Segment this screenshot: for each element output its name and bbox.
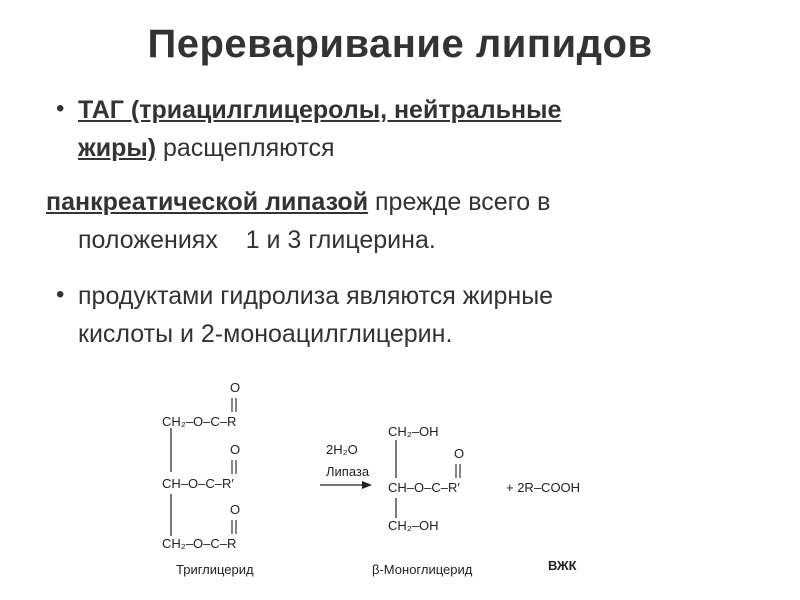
tg-row-1: CH₂–O–C–R [162,414,237,429]
paragraph-line1-rest: прежде всего в [368,188,551,216]
tg-row-2: CH–O–C–R′ [162,476,234,491]
bullet1-line2 [78,130,335,166]
tag-term: ТАГ (триацилглицеролы, нейтральные [78,96,562,124]
arrow-reagent: 2H₂O [326,442,358,457]
ffa-caption: ВЖК [548,558,577,573]
bullet1-line1 [78,92,561,128]
bullet2-line2: кислоты и 2-моноацилглицерин. [78,320,453,348]
tg-oxygen-2: O [230,442,241,457]
mg-row-3: CH₂–OH [388,518,439,533]
tg-oxygen-3: O [230,502,241,517]
slide-title: Переваривание липидов [147,22,653,66]
paragraph-line1 [46,184,550,220]
bullet-marker: • [56,281,65,308]
tg-row-3: CH₂–O–C–R [162,536,237,551]
mg-caption: β-Моноглицерид [372,562,473,577]
arrow-catalyst: Липаза [326,464,370,479]
fats-term: жиры) [78,134,157,162]
tg-oxygen-1: O [230,380,241,395]
mg-oxygen: O [454,446,465,461]
bullet1-line2-rest: расщепляются [156,134,335,162]
hydrolysis-scheme [150,372,670,592]
lipase-term: панкреатической липазой [46,188,369,216]
bullet-marker: • [56,95,65,122]
mg-row-2: CH–O–C–R′ [388,480,460,495]
mg-row-1: CH₂–OH [388,424,439,439]
paragraph-line2: положениях 1 и 3 глицерина. [78,226,436,254]
tg-caption: Триглицерид [176,562,254,577]
fatty-acid-product: + 2R–COOH [506,480,581,495]
bullet2-line1: продуктами гидролиза являются жирные [78,282,554,310]
